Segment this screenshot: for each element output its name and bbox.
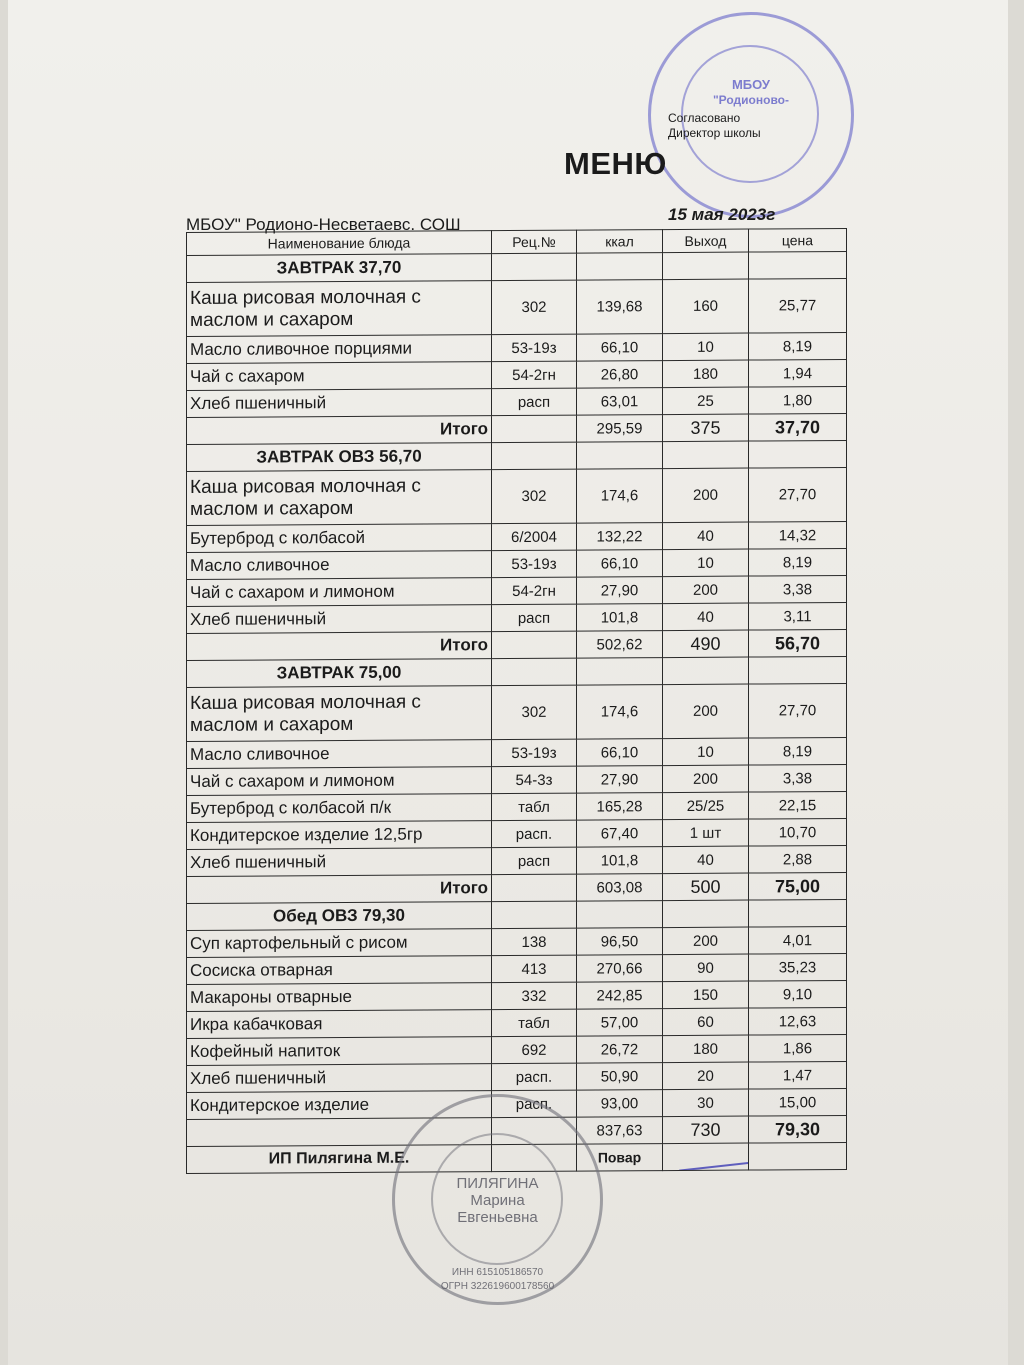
portion-value: 180: [663, 360, 749, 388]
portion-value: 10: [663, 549, 749, 577]
dish-name: Масло сливочное: [187, 551, 492, 580]
menu-sheet: [8, 0, 1008, 1365]
kcal-value: 63,01: [577, 388, 663, 416]
dish-name: Каша рисовая молочная с маслом и сахаром: [187, 686, 492, 742]
dish-name: Икра кабачковая: [187, 1010, 492, 1039]
kcal-value: 66,10: [577, 739, 663, 767]
kcal-value: 50,90: [577, 1063, 663, 1091]
dish-name: Хлеб пшеничный: [187, 605, 492, 634]
dish-name: Бутерброд с колбасой: [187, 524, 492, 553]
price-value: 27,70: [749, 467, 847, 522]
portion-value: 40: [663, 846, 749, 874]
total-portion: 500: [663, 873, 749, 901]
dish-name: Бутерброд с колбасой п/к: [187, 794, 492, 823]
empty-cell: [749, 440, 847, 468]
empty-cell: [749, 251, 847, 279]
recipe-number: табл: [492, 793, 577, 821]
table-row: [187, 1061, 847, 1092]
total-kcal: 837,63: [577, 1117, 663, 1145]
dish-name: Хлеб пшеничный: [187, 848, 492, 877]
kcal-value: 101,8: [577, 847, 663, 875]
empty-cell: [577, 658, 663, 686]
portion-value: 200: [663, 765, 749, 793]
portion-value: 160: [663, 279, 749, 334]
kcal-value: 174,6: [577, 469, 663, 524]
section-title: ЗАВТРАК ОВЗ 56,70: [187, 443, 492, 472]
vendor-stamp-name: [395, 1175, 600, 1226]
price-value: 8,19: [749, 737, 847, 765]
dish-name: Чай с сахаром и лимоном: [187, 767, 492, 796]
recipe-number: 692: [492, 1036, 577, 1064]
total-row: [187, 872, 847, 903]
dish-name: Кондитерское изделие 12,5гр: [187, 821, 492, 850]
table-row: [187, 386, 847, 417]
price-value: 1,80: [749, 386, 847, 414]
section-title: ЗАВТРАК 37,70: [187, 254, 492, 283]
table-row: [187, 278, 847, 336]
portion-value: 90: [663, 954, 749, 982]
price-value: 35,23: [749, 953, 847, 981]
kcal-value: 132,22: [577, 523, 663, 551]
total-portion: 375: [663, 414, 749, 442]
empty-cell: [663, 441, 749, 469]
header-name: Наименование блюда: [187, 231, 492, 256]
table-row: [187, 467, 847, 525]
recipe-number: 54-2гн: [492, 361, 577, 389]
header-kcal: ккал: [577, 230, 663, 254]
recipe-number: 413: [492, 955, 577, 983]
table-row: [187, 1007, 847, 1038]
dish-name: Чай с сахаром и лимоном: [187, 578, 492, 607]
dish-name: Каша рисовая молочная с маслом и сахаром: [187, 470, 492, 526]
kcal-value: 96,50: [577, 928, 663, 956]
kcal-value: 27,90: [577, 766, 663, 794]
empty-cell: [492, 442, 577, 470]
portion-value: 20: [663, 1062, 749, 1090]
price-value: 2,88: [749, 845, 847, 873]
kcal-value: 139,68: [577, 280, 663, 335]
price-value: 3,38: [749, 575, 847, 603]
empty-cell: [492, 415, 577, 443]
table-row: [187, 953, 847, 984]
recipe-number: 54-2гн: [492, 577, 577, 605]
price-value: 22,15: [749, 791, 847, 819]
table-row: [187, 683, 847, 741]
portion-value: 180: [663, 1035, 749, 1063]
section-title: Обед ОВЗ 79,30: [187, 902, 492, 931]
empty-cell: [492, 631, 577, 659]
recipe-number: табл: [492, 1009, 577, 1037]
header-out: Выход: [663, 229, 749, 253]
empty-cell: [492, 658, 577, 686]
kcal-value: 165,28: [577, 793, 663, 821]
dish-name: Кофейный напиток: [187, 1037, 492, 1066]
kcal-value: 66,10: [577, 550, 663, 578]
portion-value: 10: [663, 738, 749, 766]
header-rec: Рец.№: [492, 230, 577, 254]
table-row: [187, 845, 847, 876]
cook-signature: [677, 1143, 748, 1171]
recipe-number: 54-3з: [492, 766, 577, 794]
vendor-stamp-ogrn: ОГРН 322619600178560: [440, 1281, 555, 1292]
total-price: 56,70: [749, 629, 847, 657]
vendor-name: ИП Пилягина М.Е.: [187, 1145, 492, 1174]
dish-name: Хлеб пшеничный: [187, 389, 492, 418]
approval-line2: Директор школы: [668, 126, 761, 140]
portion-value: 25/25: [663, 792, 749, 820]
price-value: 1,47: [749, 1061, 847, 1089]
recipe-number: расп.: [492, 1090, 577, 1118]
empty-cell: [577, 901, 663, 929]
kcal-value: 66,10: [577, 334, 663, 362]
empty-cell: [663, 657, 749, 685]
kcal-value: 26,72: [577, 1036, 663, 1064]
total-price: 79,30: [749, 1115, 847, 1143]
menu-table: [186, 228, 847, 1174]
total-price: 75,00: [749, 872, 847, 900]
recipe-number: 302: [492, 685, 577, 740]
price-value: 3,11: [749, 602, 847, 630]
price-value: 8,19: [749, 332, 847, 360]
recipe-number: расп.: [492, 820, 577, 848]
portion-value: 25: [663, 387, 749, 415]
price-value: 8,19: [749, 548, 847, 576]
signature-empty-cell-2: [749, 1142, 847, 1170]
portion-value: 1 шт: [663, 819, 749, 847]
recipe-number: расп: [492, 604, 577, 632]
empty-cell: [749, 899, 847, 927]
dish-name: Кондитерское изделие: [187, 1091, 492, 1120]
recipe-number: расп: [492, 388, 577, 416]
menu-table-body: [187, 251, 847, 1146]
vendor-stamp: [392, 1094, 603, 1305]
empty-cell: [577, 253, 663, 281]
dish-name: Суп картофельный с рисом: [187, 929, 492, 958]
recipe-number: расп: [492, 847, 577, 875]
recipe-number: 138: [492, 928, 577, 956]
kcal-value: 174,6: [577, 685, 663, 740]
portion-value: 40: [663, 522, 749, 550]
section-row: [187, 440, 847, 471]
portion-value: 150: [663, 981, 749, 1009]
cook-label: Повар: [577, 1144, 663, 1172]
kcal-value: 242,85: [577, 982, 663, 1010]
page-title: МЕНЮ: [564, 146, 667, 181]
price-value: 12,63: [749, 1007, 847, 1035]
recipe-number: 53-19з: [492, 334, 577, 362]
empty-cell: [492, 253, 577, 281]
total-row: [187, 413, 847, 444]
price-value: 10,70: [749, 818, 847, 846]
section-row: [187, 899, 847, 930]
total-portion: 490: [663, 630, 749, 658]
kcal-value: 270,66: [577, 955, 663, 983]
price-value: 9,10: [749, 980, 847, 1008]
approval-line1: Согласовано: [668, 111, 741, 125]
table-row: [187, 332, 847, 363]
total-portion: 730: [663, 1116, 749, 1144]
school-name: МБОУ" Родионо-Несветаевс. СОШ: [186, 215, 461, 234]
table-row: [187, 791, 847, 822]
school-stamp-line2: "Родионово-: [712, 93, 789, 107]
total-kcal: 502,62: [577, 631, 663, 659]
kcal-value: 26,80: [577, 361, 663, 389]
price-value: 4,01: [749, 926, 847, 954]
price-value: 14,32: [749, 521, 847, 549]
price-value: 1,94: [749, 359, 847, 387]
portion-value: 60: [663, 1008, 749, 1036]
section-row: [187, 251, 847, 282]
dish-name: Каша рисовая молочная с маслом и сахаром: [187, 281, 492, 337]
dish-name: Сосиска отварная: [187, 956, 492, 985]
kcal-value: 57,00: [577, 1009, 663, 1037]
table-row: [187, 521, 847, 552]
total-row: [187, 629, 847, 660]
dish-name: Чай с сахаром: [187, 362, 492, 391]
recipe-number: 53-19з: [492, 550, 577, 578]
table-row: [187, 548, 847, 579]
recipe-number: 302: [492, 469, 577, 524]
empty-cell: [577, 442, 663, 470]
portion-value: 200: [663, 468, 749, 523]
kcal-value: 101,8: [577, 604, 663, 632]
recipe-number: 332: [492, 982, 577, 1010]
vendor-stamp-name2: Марина: [470, 1192, 525, 1209]
total-label: Итого: [187, 416, 492, 445]
portion-value: 200: [663, 684, 749, 739]
total-label: Итого: [187, 875, 492, 904]
total-kcal: 295,59: [577, 415, 663, 443]
header-price: цена: [749, 228, 847, 252]
price-value: 1,86: [749, 1034, 847, 1062]
total-kcal: 603,08: [577, 874, 663, 902]
price-value: 25,77: [749, 278, 847, 333]
section-row: [187, 656, 847, 687]
recipe-number: расп.: [492, 1063, 577, 1091]
approval-block: [668, 111, 761, 141]
recipe-number: 53-19з: [492, 739, 577, 767]
empty-cell: [663, 252, 749, 280]
table-row: [187, 980, 847, 1011]
vendor-stamp-inn: ИНН 615105186570: [451, 1267, 544, 1278]
school-stamp-line1: МБОУ: [731, 77, 771, 92]
vendor-stamp-name1: ПИЛЯГИНА: [456, 1175, 539, 1192]
table-row: [187, 575, 847, 606]
section-title: ЗАВТРАК 75,00: [187, 659, 492, 688]
price-value: 27,70: [749, 683, 847, 738]
empty-cell: [663, 900, 749, 928]
empty-cell: [492, 874, 577, 902]
empty-cell: [749, 656, 847, 684]
table-row: [187, 764, 847, 795]
table-row: [187, 1034, 847, 1065]
price-value: 3,38: [749, 764, 847, 792]
portion-value: 40: [663, 603, 749, 631]
total-label: Итого: [187, 632, 492, 661]
portion-value: 10: [663, 333, 749, 361]
price-value: 15,00: [749, 1088, 847, 1116]
vendor-stamp-name3: Евгеньевна: [457, 1209, 538, 1226]
table-row: [187, 818, 847, 849]
dish-name: Хлеб пшеничный: [187, 1064, 492, 1093]
kcal-value: 93,00: [577, 1090, 663, 1118]
kcal-value: 27,90: [577, 577, 663, 605]
portion-value: 200: [663, 927, 749, 955]
dish-name: Макароны отварные: [187, 983, 492, 1012]
table-row: [187, 602, 847, 633]
table-row: [187, 926, 847, 957]
empty-cell: [492, 901, 577, 929]
dish-name: Масло сливочное: [187, 740, 492, 769]
table-row: [187, 359, 847, 390]
recipe-number: 6/2004: [492, 523, 577, 551]
cook-signature-cell: [663, 1143, 749, 1171]
table-row: [187, 737, 847, 768]
dish-name: Масло сливочное порциями: [187, 335, 492, 364]
recipe-number: 302: [492, 280, 577, 335]
total-price: 37,70: [749, 413, 847, 441]
portion-value: 200: [663, 576, 749, 604]
kcal-value: 67,40: [577, 820, 663, 848]
portion-value: 30: [663, 1089, 749, 1117]
menu-date: 15 мая 2023г: [668, 205, 776, 224]
